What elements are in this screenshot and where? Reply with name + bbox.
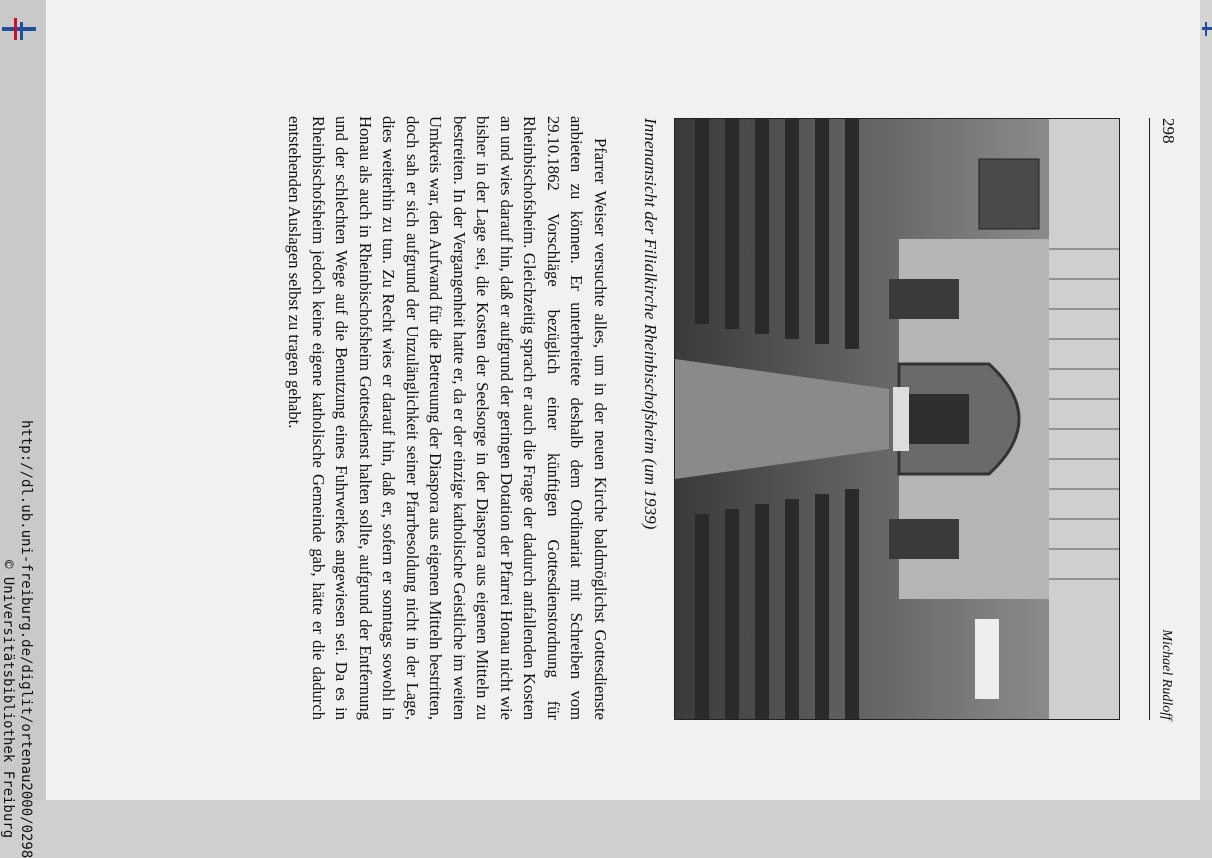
next-page-logo-icon xyxy=(1202,22,1212,36)
document-page xyxy=(46,0,1200,800)
church-interior-illustration xyxy=(675,119,1119,719)
viewer-right-margin xyxy=(1200,0,1212,800)
church-interior-photo xyxy=(674,118,1120,720)
rotated-page-content xyxy=(46,0,1200,800)
running-head: Michael Rudloff xyxy=(1159,629,1174,720)
body-text xyxy=(283,116,612,720)
figure-caption: Innenansicht der Filialkirche Rheinbischofsheim (um 1939) xyxy=(641,118,660,530)
body-paragraph: Pfarrer Weiser versuchte alles, um in der neuen Kirche baldmöglichst Gottesdienste anbieten zu können. Er unterbreitete deshalb dem Ordinariat mit Schreiben vom 29.10.1862 Vorschläge bezüglich einer künftigen Gottesdienstordnung für Rheinbischofsheim. Gleichzeitig sprach er auch die Frage der dadurch anfallenden Kosten an und wies darauf hin, daß er aufgrund der geringen Dotation der Pfarrei Honau nicht wie bisher in der Lage sei, die Kosten der Seelsorge in der Diaspora aus eigenen Mitteln zu bestreiten. In der Vergangenheit hatte er, da er der einzige katholische Geistliche im weiten Umkreis war, den Aufwand für die Betreuung der Diaspora aus eigenen Mitteln bestritten, doch sah er sich aufgrund der Unzulänglichkeit seiner Pfarrbesoldung nicht in der Lage, dies weiterhin zu tun. Zu Recht wies er darauf hin, daß er, sofern er sonntags sowohl in Honau als auch in Rheinbischofsheim Gottesdienst halten sollte, aufgrund der Entfernung und der schlechten Wege auf die Benutzung eines Fuhrwerkes angewiesen sei. Da es in Rheinbischofsheim jedoch keine eigene katholische Gemeinde gab, hätte er die dadurch entstehenden Auslagen selbst zu tragen gehabt. xyxy=(285,116,610,720)
viewer-url-bar xyxy=(0,0,46,858)
header-rule xyxy=(1149,118,1150,720)
copyright-notice: © Universitätsbibliothek Freiburg xyxy=(0,560,16,839)
document-url[interactable]: http://dl.ub.uni-freiburg.de/diglit/ortenau2000/0298 xyxy=(18,420,34,858)
page-number: 298 xyxy=(1159,118,1178,144)
